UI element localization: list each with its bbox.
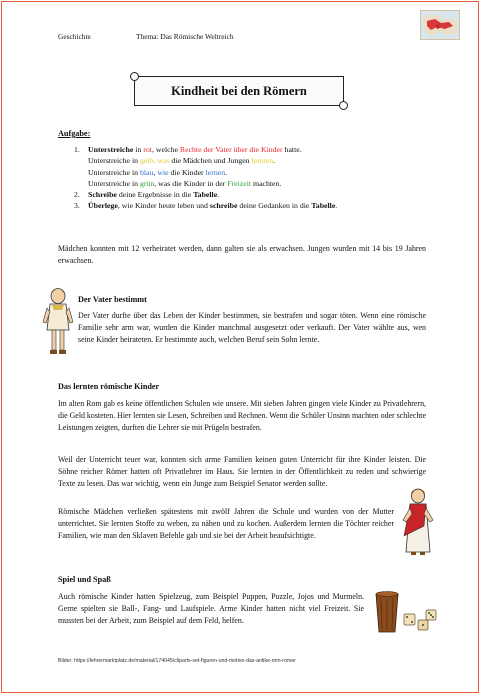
page-title: Kindheit bei den Römern	[134, 76, 344, 106]
task-keyword: Tabelle	[311, 201, 336, 211]
section-heading-spiel: Spiel und Spaß	[58, 575, 111, 584]
task-text: .	[273, 156, 276, 166]
roman-boy-icon	[42, 286, 74, 358]
roman-woman-illustration	[400, 486, 436, 558]
task-highlight-green: Freizeit	[227, 178, 252, 188]
task-text: die Mädchen und Jungen	[169, 156, 252, 166]
roman-empire-map-image	[420, 10, 460, 40]
task-text: Unterstreiche in	[88, 178, 140, 188]
task-verb: Überlege	[88, 201, 118, 211]
task-color-blue: blau	[139, 167, 154, 177]
aufgabe-heading: Aufgabe:	[58, 129, 91, 138]
task-color-red: rot	[143, 145, 152, 154]
roman-boy-illustration	[42, 286, 74, 358]
task-number: 1.	[74, 145, 80, 154]
task-text: .	[335, 201, 338, 211]
section-heading-vater: Der Vater bestimmt	[78, 295, 147, 304]
task-text: in	[133, 145, 144, 154]
header-theme: Thema: Das Römische Weltreich	[136, 32, 234, 41]
task-keyword: schreibe	[209, 201, 238, 211]
roman-toys-illustration	[370, 590, 440, 636]
task-text: , wie Kinder heute leben und	[117, 201, 210, 211]
task-number: 2.	[74, 190, 80, 200]
lernten-paragraph-3: Römische Mädchen verließen spätestens mit zwölf Jahren die Schule und wurden von der Mutter unterrichtet. Sie lernten Stoffe zu weben, zu nähen und zu kochen. Außerdem lernten die Töchter reicher Familien, wie man den Sklaven Befehle gab und sie bei der Arbeit beaufsichtigte.	[58, 507, 394, 540]
intro-paragraph: Mädchen konnten mit 12 verheiratet werden, dann galten sie als erwachsen. Jungen wurden mit 14 bis 19 Jahren erwachsen.	[58, 244, 426, 265]
map-icon	[421, 11, 459, 39]
task-text: hatte.	[282, 145, 302, 154]
task-verb: Unterstreiche	[88, 145, 134, 154]
task-text: Unterstreiche in	[88, 156, 140, 166]
task-1-green	[58, 178, 438, 189]
image-credits-footer: Bilder: https://lehrermarktplatz.de/material/174045/cliparts-set-figuren-und-motive-das-antike-rom-romer	[58, 658, 296, 664]
task-1-yellow	[58, 155, 438, 166]
worksheet-page	[1, 1, 479, 693]
dice-cup-icon	[370, 590, 440, 636]
section-heading-lernten: Das lernten römische Kinder	[58, 382, 160, 391]
task-text: ,	[153, 167, 158, 177]
task-text: .	[217, 190, 220, 200]
task-3	[58, 200, 438, 211]
task-highlight-red: Rechte der Vater über die Kinder	[179, 145, 283, 154]
lernten-paragraph-1: Im alten Rom gab es keine öffentlichen Schulen wie unsere. Mit sieben Jahren gingen viele Kinder zu Privatlehrern, die Geld kosteten. Hier lernten sie Lesen, Schreiben und Rechnen. Wenn die Schüler Unsinn machten oder schlechte Leistungen zeigten, durften die Lehrer sie mit Prügeln bestrafen.	[58, 399, 426, 432]
lernten-paragraph-2: Weil der Unterricht teuer war, konnten sich arme Familien keinen guten Unterricht für ihre Kinder leisten. Die Söhne reicher Römer hatten oft Privatlehrer im Haus. Sie lernten in der Öffentlichkeit zu reden und schwierige Texte zu lesen. Das war wichtig, wenn ein Junge zum Beispiel Senator werden sollte.	[58, 455, 426, 488]
task-text: deine Gedanken in die	[237, 201, 312, 211]
task-highlight-blue: lernen	[205, 167, 226, 177]
task-1	[58, 144, 438, 155]
task-color-green: grün	[139, 178, 155, 188]
task-highlight-blue: wie	[157, 167, 169, 177]
header-subject: Geschichte	[58, 32, 91, 41]
vater-paragraph: Der Vater durfte über das Leben der Kinder bestimmen, sie bestrafen und sogar töten. Wenn eine römische Familie sehr arm war, wurden die Kinder manchmal ausgesetzt oder verkauft. Der Vater wählte aus, wen seine Kinder heirateten. Er bestimmte auch, welchen Beruf sein Sohn lernte.	[78, 311, 426, 344]
task-keyword: Tabelle	[193, 190, 218, 200]
task-color-yellow: gelb	[139, 156, 154, 166]
task-text: machten.	[251, 178, 282, 188]
task-number: 3.	[74, 201, 80, 211]
roman-woman-icon	[400, 486, 436, 558]
task-highlight-yellow: , was	[153, 156, 170, 166]
task-verb: Schreibe	[88, 190, 117, 200]
task-1-blue	[58, 167, 438, 178]
task-text: deine Ergebnisse in die	[116, 190, 194, 200]
task-text: , welche	[151, 145, 180, 154]
task-text: , was die Kinder in der	[154, 178, 228, 188]
task-list	[58, 144, 438, 212]
task-text: die Kinder	[168, 167, 206, 177]
task-2	[58, 189, 438, 200]
task-text: .	[225, 167, 228, 177]
task-text: Unterstreiche in	[88, 167, 140, 177]
task-highlight-yellow: lernten	[251, 156, 274, 166]
spiel-paragraph: Auch römische Kinder hatten Spielzeug, zum Beispiel Puppen, Puzzle, Jojos und Murmeln. Gerne spielten sie Ball-, Fang- und Laufspiele. Arme Kinder hatten nicht viel Freizeit. Sie mussten bei der Arbeit, zum Beispiel auf dem Feld, helfen.	[58, 592, 364, 625]
